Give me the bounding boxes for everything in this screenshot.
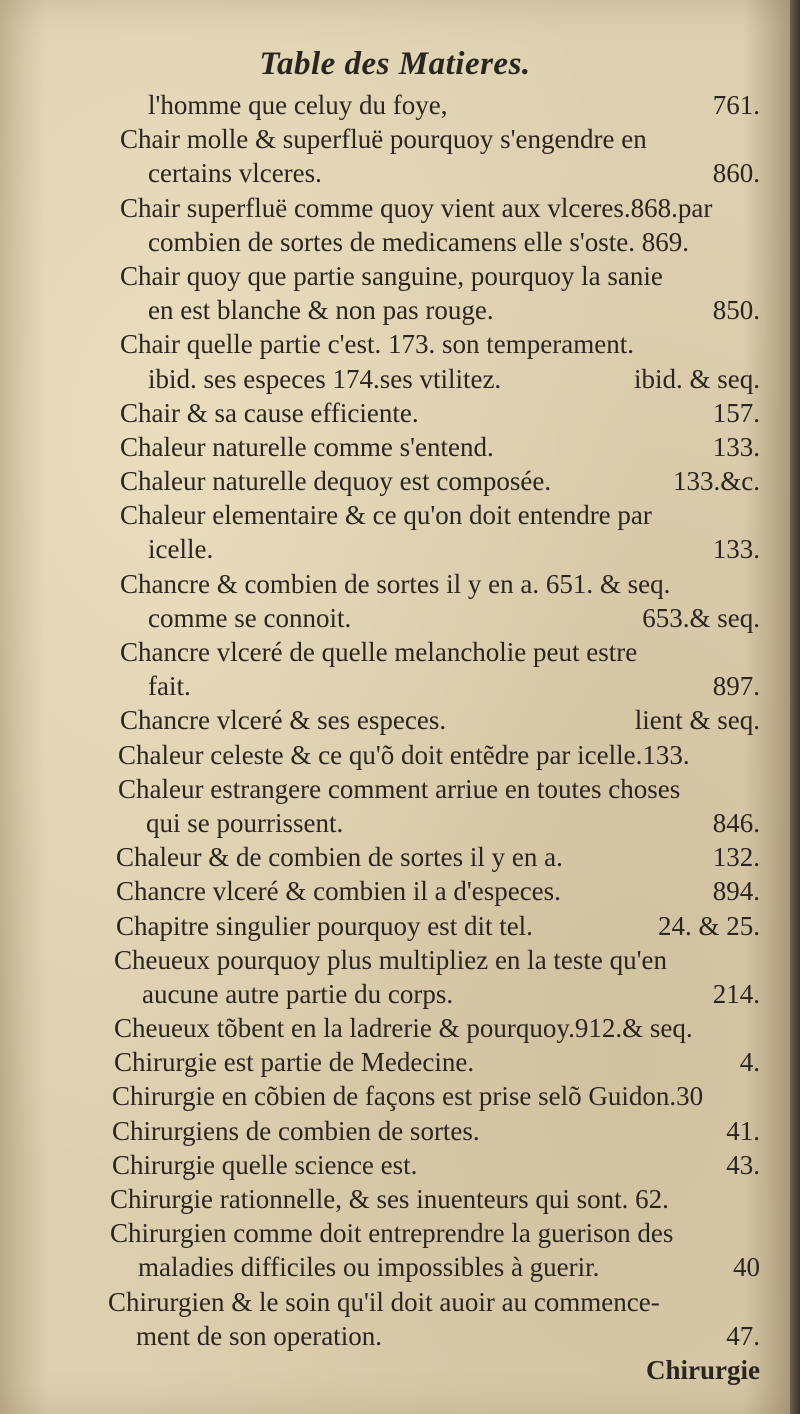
- entry-text: ibid. ses especes 174.ses vtilitez.: [148, 363, 502, 394]
- entry-text: Chancre vlceré & ses especes.: [120, 705, 447, 736]
- page-reference: 41.: [726, 1115, 760, 1146]
- entry-text: Chirurgie rationnelle, & ses inuenteurs qui sont. 62.: [110, 1184, 669, 1214]
- index-line: [0, 1182, 790, 1216]
- index-line: [0, 293, 790, 327]
- index-line: [0, 738, 790, 772]
- index-line: [0, 1216, 790, 1250]
- entry-text: Chaleur estrangere comment arriue en toutes choses: [118, 773, 681, 804]
- running-head: Table des Matieres.: [259, 46, 531, 82]
- index-line: [0, 327, 790, 361]
- entry-text: Chancre vlceré & combien il a d'especes.: [116, 876, 561, 907]
- index-line: [0, 601, 790, 635]
- entry-text: Chirurgiens de combien de sortes.: [112, 1115, 480, 1146]
- index-line: [0, 1114, 790, 1148]
- index-line: [0, 464, 790, 498]
- entry-text: Chancre & combien de sortes il y en a. 651. & seq.: [120, 568, 671, 599]
- page-reference: ibid. & seq.: [634, 363, 760, 394]
- page-reference: 132.: [712, 842, 760, 873]
- page-reference: 653.& seq.: [642, 602, 760, 633]
- index-line: [0, 1045, 790, 1079]
- entry-text: Chirurgien comme doit entreprendre la guerison des: [110, 1218, 674, 1249]
- index-line: [0, 156, 790, 190]
- index-line: [0, 806, 790, 840]
- index-line: [0, 88, 790, 122]
- index-line: [0, 635, 790, 669]
- index-line: [0, 1250, 790, 1284]
- catchword: Chirurgie: [646, 1354, 760, 1385]
- index-line: [0, 191, 790, 225]
- entry-text: combien de sortes de medicamens elle s'oste. 869.: [148, 226, 689, 257]
- index-line: [0, 909, 790, 943]
- entry-text: Chirurgie est partie de Medecine.: [114, 1047, 475, 1078]
- entry-text: Chaleur elementaire & ce qu'on doit entendre par: [120, 500, 652, 531]
- entry-text: ment de son operation.: [136, 1320, 382, 1351]
- entry-text: aucune autre partie du corps.: [142, 978, 454, 1009]
- entry-text: Chair quoy que partie sanguine, pourquoy la sanie: [120, 260, 663, 291]
- index-line: [0, 943, 790, 977]
- page-reference: 214.: [712, 978, 760, 1009]
- index-line: [0, 396, 790, 430]
- index-line: [0, 1148, 790, 1182]
- catchword-line: [0, 1353, 790, 1387]
- page-reference: 846.: [712, 807, 760, 838]
- page-reference: 47.: [726, 1320, 760, 1351]
- entry-text: certains vlceres.: [148, 158, 322, 189]
- page-reference: 43.: [726, 1149, 760, 1180]
- entry-text: Chancre vlceré de quelle melancholie peut estre: [120, 637, 638, 667]
- page-reference: 850.: [712, 295, 760, 326]
- entry-text: Chapitre singulier pourquoy est dit tel.: [116, 910, 533, 941]
- index-line: [0, 122, 790, 156]
- index-line: [0, 840, 790, 874]
- entry-text: l'homme que celuy du foye,: [148, 90, 448, 120]
- index-line: [0, 772, 790, 806]
- index-line: [0, 430, 790, 464]
- entry-text: Chirurgie quelle science est.: [112, 1149, 418, 1180]
- page-reference: 897.: [712, 671, 760, 702]
- page-reference: 157.: [712, 397, 760, 428]
- page-reference: 133.: [712, 431, 760, 462]
- entry-text: en est blanche & non pas rouge.: [148, 295, 494, 326]
- page-reference: 133.&c.: [673, 466, 760, 497]
- page-reference: 40: [733, 1252, 760, 1283]
- entry-text: maladies difficiles ou impossibles à guerir.: [138, 1252, 600, 1283]
- page-reference: 761.: [712, 90, 760, 120]
- entry-text: Cheueux pourquoy plus multipliez en la teste qu'en: [114, 944, 667, 975]
- index-line: [0, 532, 790, 566]
- index-line: [0, 669, 790, 703]
- entry-text: Chirurgie en cõbien de façons est prise selõ Guidon.30: [112, 1081, 704, 1112]
- index-line: [0, 1079, 790, 1113]
- index-line: [0, 977, 790, 1011]
- page-reference: 24. & 25.: [657, 910, 760, 941]
- index-line: [0, 703, 790, 737]
- index-line: [0, 874, 790, 908]
- page-reference: 4.: [739, 1047, 760, 1078]
- page-reference: lient & seq.: [634, 705, 760, 736]
- index-line: [0, 567, 790, 601]
- entry-text: fait.: [148, 671, 191, 702]
- index-line: [0, 1319, 790, 1353]
- entry-text: Chaleur naturelle comme s'entend.: [120, 431, 494, 462]
- index-line: [0, 259, 790, 293]
- entry-text: comme se connoit.: [148, 602, 352, 633]
- page-reference: 894.: [712, 876, 760, 907]
- index-line: [0, 1011, 790, 1045]
- index-line: [0, 225, 790, 259]
- entry-text: Chair & sa cause efficiente.: [120, 397, 419, 428]
- page-reference: 133.: [712, 534, 760, 565]
- entry-text: Chirurgien & le soin qu'il doit auoir au commence-: [108, 1286, 660, 1317]
- entry-text: Chair quelle partie c'est. 173. son temperament.: [120, 329, 634, 360]
- entry-text: Chair superfluë comme quoy vient aux vlceres.868.par: [120, 192, 713, 223]
- index-line: [0, 1285, 790, 1319]
- entry-text: icelle.: [148, 534, 214, 565]
- index-entries: [0, 88, 790, 1387]
- entry-text: Chaleur naturelle dequoy est composée.: [120, 466, 552, 497]
- index-line: [0, 498, 790, 532]
- entry-text: qui se pourrissent.: [146, 807, 344, 838]
- page-reference: 860.: [712, 158, 760, 189]
- page-edge: [790, 0, 800, 1414]
- entry-text: Chair molle & superfluë pourquoy s'engendre en: [120, 124, 647, 155]
- entry-text: Chaleur celeste & ce qu'õ doit entẽdre par icelle.133.: [118, 739, 690, 770]
- index-line: [0, 362, 790, 396]
- entry-text: Cheueux tõbent en la ladrerie & pourquoy.912.& seq.: [114, 1013, 693, 1044]
- entry-text: Chaleur & de combien de sortes il y en a.: [116, 842, 563, 873]
